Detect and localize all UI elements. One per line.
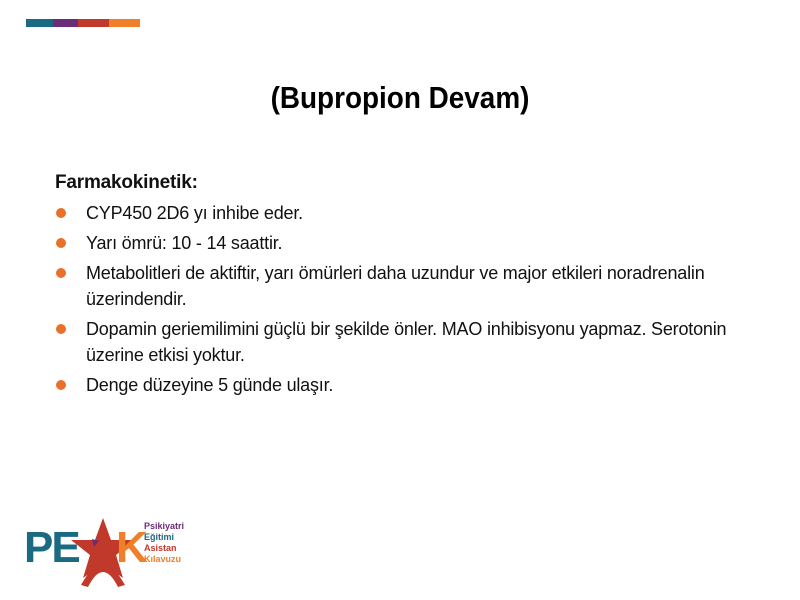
- top-color-bar: [26, 19, 140, 27]
- bullet-item: [55, 230, 755, 256]
- bullet-text: Denge düzeyine 5 günde ulaşır.: [86, 375, 334, 395]
- logo-letter-right: K: [116, 523, 148, 572]
- logo-tagline-3: Asistan: [144, 543, 177, 553]
- color-bar-purple: [53, 19, 78, 27]
- bullet-list: [55, 200, 755, 398]
- section-heading: Farmakokinetik:: [55, 172, 198, 193]
- bullet-dot-icon: [56, 208, 66, 218]
- bullet-dot-icon: [56, 268, 66, 278]
- color-bar-orange: [109, 19, 140, 27]
- bullet-dot-icon: [56, 324, 66, 334]
- peak-logo: [22, 515, 202, 590]
- bullet-text: CYP450 2D6 yı inhibe eder.: [86, 203, 303, 223]
- bullet-dot-icon: [56, 380, 66, 390]
- bullet-item: [55, 316, 755, 368]
- bullet-item: [55, 200, 755, 226]
- color-bar-red: [78, 19, 109, 27]
- slide-title: (Bupropion Devam): [270, 80, 530, 115]
- bullet-item: [55, 372, 755, 398]
- bullet-text: Metabolitleri de aktiftir, yarı ömürleri daha uzundur ve major etkileri noradrenalin üzerindendir.: [86, 263, 705, 309]
- logo-tagline-4: Kılavuzu: [144, 554, 182, 564]
- slide-content: [55, 172, 755, 402]
- logo-tagline-1: Psikiyatri: [144, 521, 185, 531]
- logo-letters-left: PE: [24, 523, 79, 572]
- bullet-text: Dopamin geriemilimini güçlü bir şekilde önler. MAO inhibisyonu yapmaz. Serotonin üzerine etkisi yoktur.: [86, 319, 727, 365]
- logo-tagline-2: Eğitimi: [144, 532, 175, 542]
- bullet-item: [55, 260, 755, 312]
- color-bar-teal: [26, 19, 53, 27]
- bullet-text: Yarı ömrü: 10 - 14 saattir.: [86, 233, 283, 253]
- bullet-dot-icon: [56, 238, 66, 248]
